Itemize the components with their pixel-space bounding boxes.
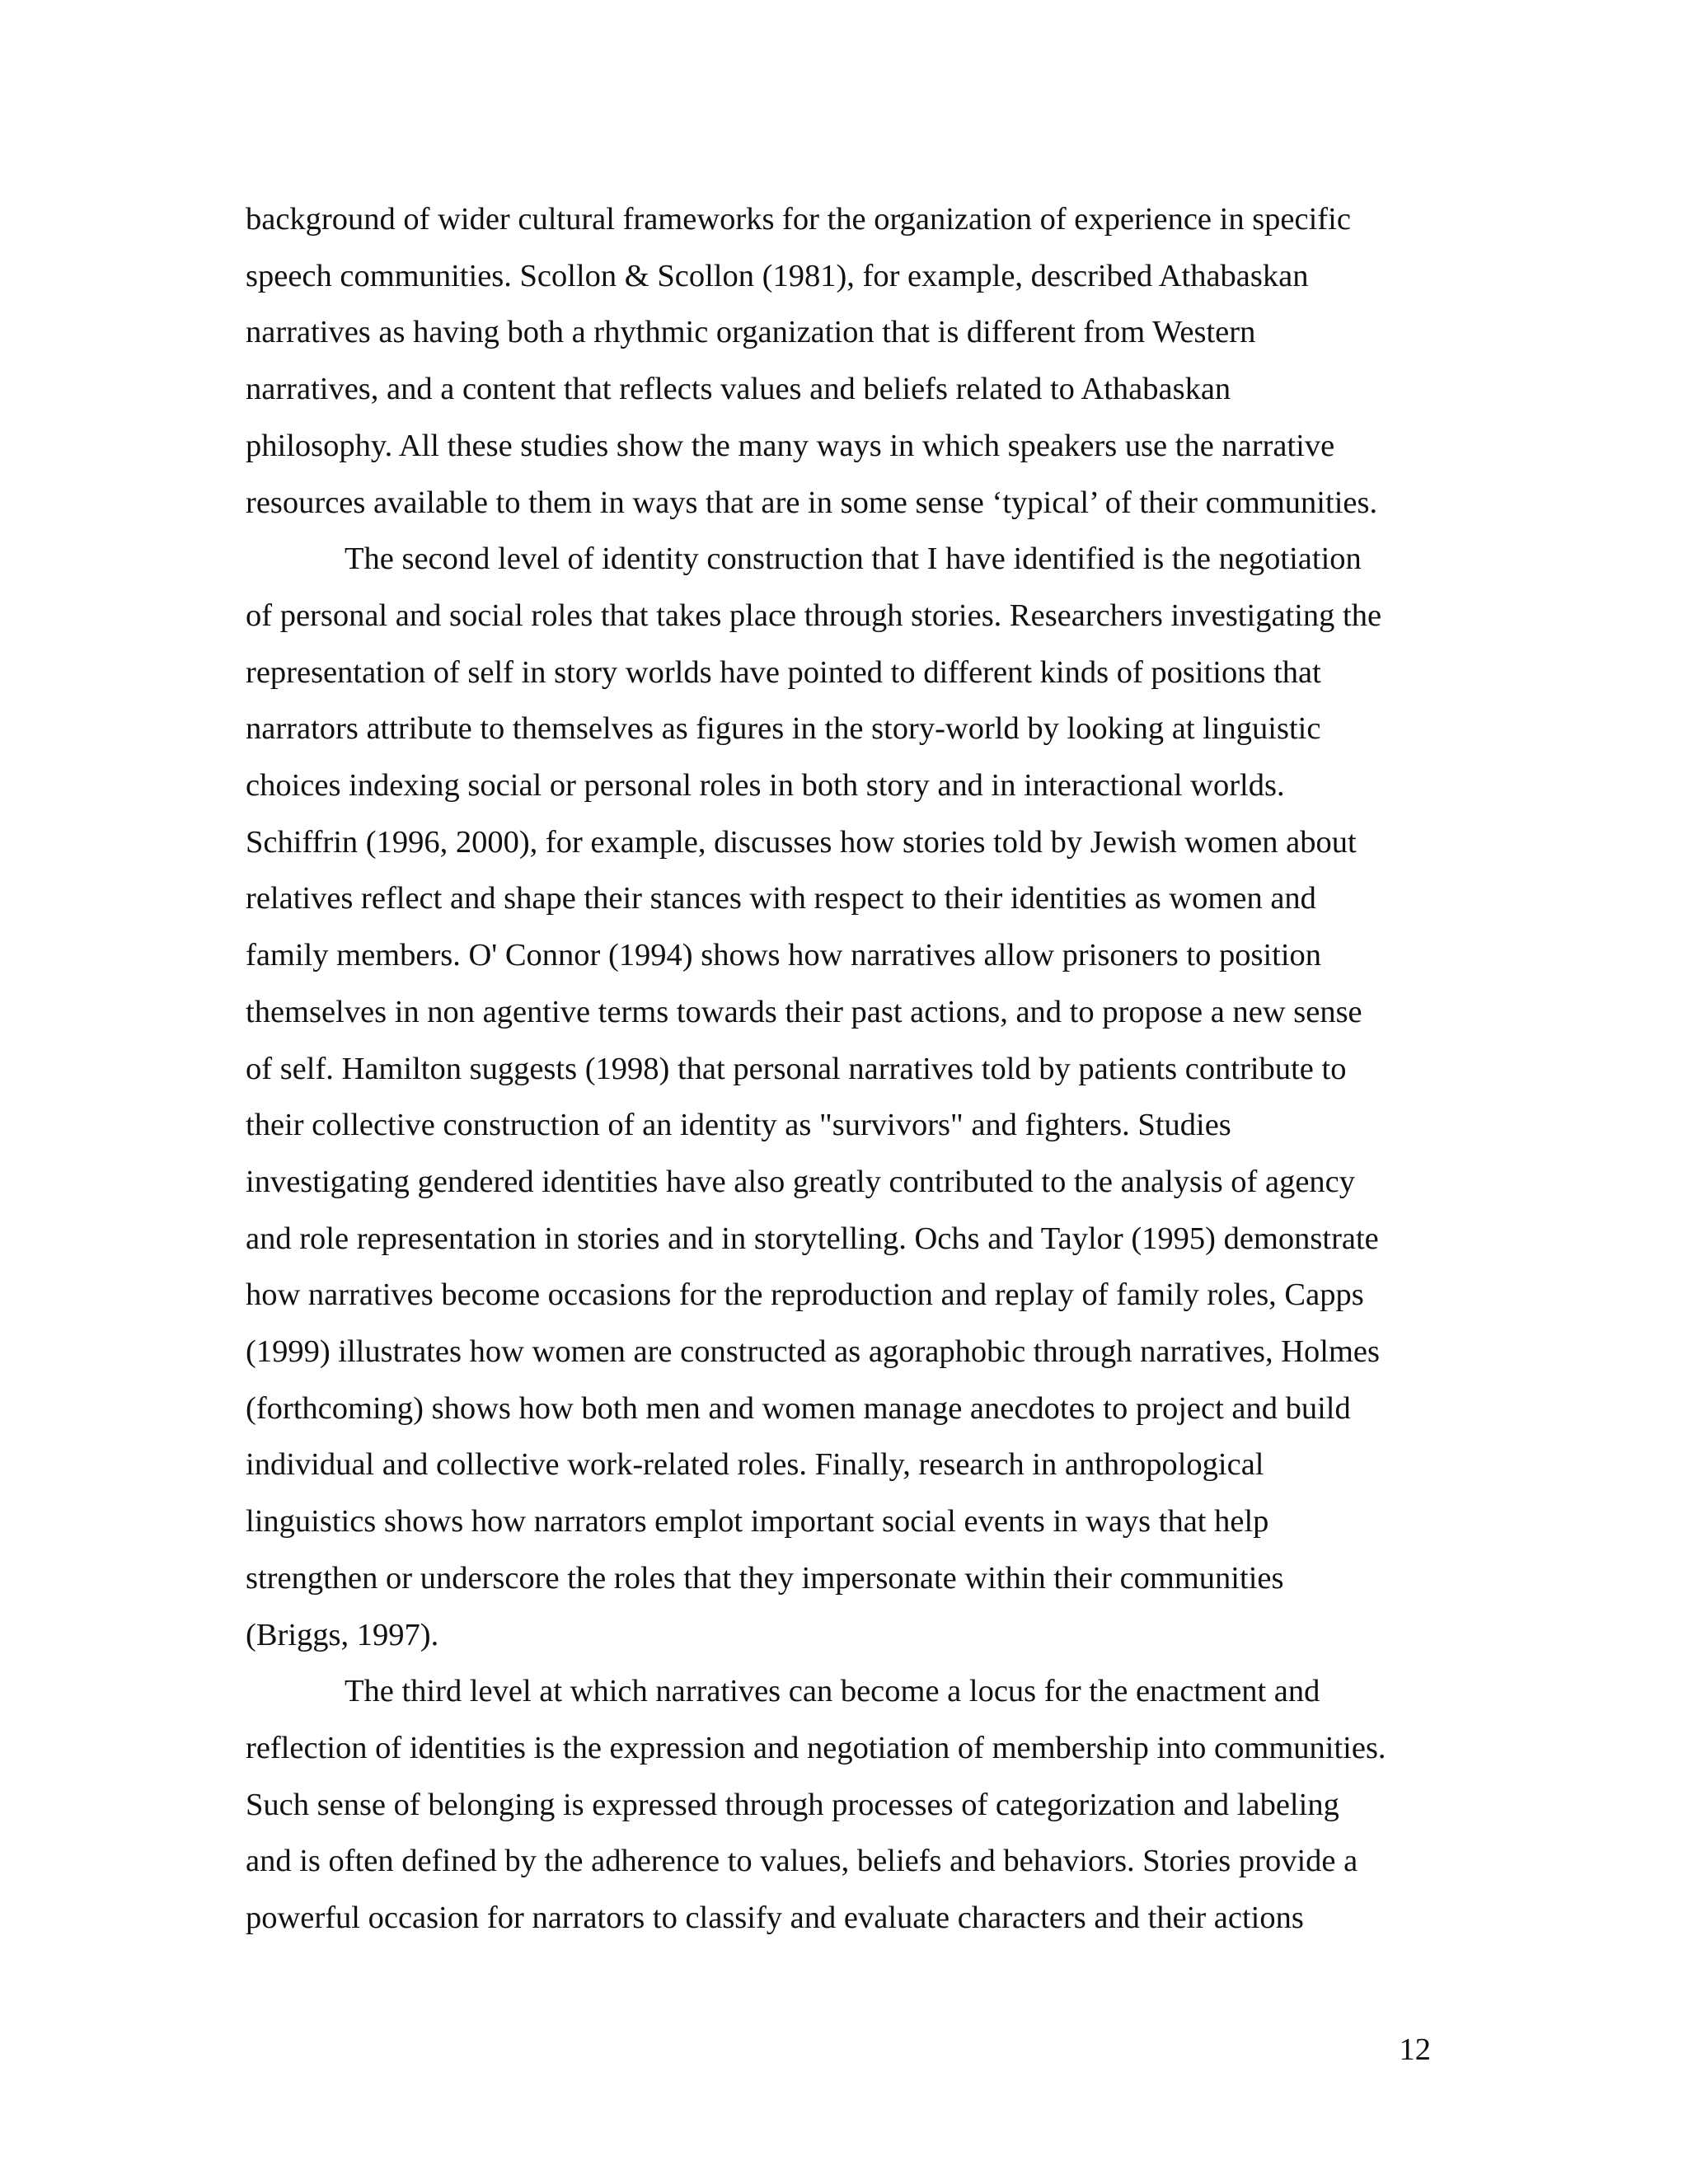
text-line: of personal and social roles that takes place through stories. Researchers investigating the xyxy=(246,598,1382,633)
text-line: narrators attribute to themselves as figures in the story-world by looking at linguistic xyxy=(246,711,1321,747)
text-line: Such sense of belonging is expressed through processes of categorization and labeling xyxy=(246,1787,1339,1822)
text-line: their collective construction of an identity as "survivors" and fighters. Studies xyxy=(246,1108,1231,1143)
text-line: how narratives become occasions for the reproduction and replay of family roles, Capps xyxy=(246,1277,1364,1313)
text-line: Schiffrin (1996, 2000), for example, discusses how stories told by Jewish women about xyxy=(246,824,1357,860)
text-line: investigating gendered identities have also greatly contributed to the analysis of agency xyxy=(246,1164,1356,1199)
text-line: narratives, and a content that reflects values and beliefs related to Athabaskan xyxy=(246,372,1231,407)
text-line: narratives as having both a rhythmic organization that is different from Western xyxy=(246,315,1256,350)
text-line: family members. O' Connor (1994) shows how narratives allow prisoners to position xyxy=(246,938,1322,973)
text-line: (forthcoming) shows how both men and women manage anecdotes to project and build xyxy=(246,1390,1351,1426)
body-text xyxy=(246,191,1432,1947)
text-line: relatives reflect and shape their stances with respect to their identities as women and xyxy=(246,881,1316,916)
text-line: individual and collective work-related roles. Finally, research in anthropological xyxy=(246,1447,1264,1483)
text-line: reflection of identities is the expression and negotiation of membership into communities. xyxy=(246,1730,1386,1765)
text-line: and is often defined by the adherence to values, beliefs and behaviors. Stories provide a xyxy=(246,1844,1358,1879)
text-line: philosophy. All these studies show the many ways in which speakers use the narrative xyxy=(246,428,1335,463)
page-number: 12 xyxy=(1399,2032,1431,2067)
text-line: (1999) illustrates how women are constructed as agoraphobic through narratives, Holmes xyxy=(246,1334,1380,1370)
text-line: strengthen or underscore the roles that they impersonate within their communities xyxy=(246,1560,1284,1596)
text-line: of self. Hamilton suggests (1998) that personal narratives told by patients contribute to xyxy=(246,1051,1347,1086)
text-line: linguistics shows how narrators emplot important social events in ways that help xyxy=(246,1504,1269,1540)
text-line: representation of self in story worlds have pointed to different kinds of positions that xyxy=(246,654,1321,690)
text-line: The third level at which narratives can become a locus for the enactment and xyxy=(345,1674,1320,1709)
text-line: (Briggs, 1997). xyxy=(246,1617,439,1652)
text-line: powerful occasion for narrators to classify and evaluate characters and their actions xyxy=(246,1900,1304,1936)
text-line: and role representation in stories and in storytelling. Ochs and Taylor (1995) demonstrate xyxy=(246,1221,1379,1256)
text-line: themselves in non agentive terms towards their past actions, and to propose a new sense xyxy=(246,994,1362,1029)
text-line: background of wider cultural frameworks for the organization of experience in specific xyxy=(246,202,1351,237)
text-line: resources available to them in ways that are in some sense ‘typical’ of their communities. xyxy=(246,485,1378,520)
text-line: choices indexing social or personal roles in both story and in interactional worlds. xyxy=(246,768,1285,804)
text-line: The second level of identity construction that I have identified is the negotiation xyxy=(345,541,1362,577)
text-line: speech communities. Scollon & Scollon (1981), for example, described Athabaskan xyxy=(246,258,1309,293)
